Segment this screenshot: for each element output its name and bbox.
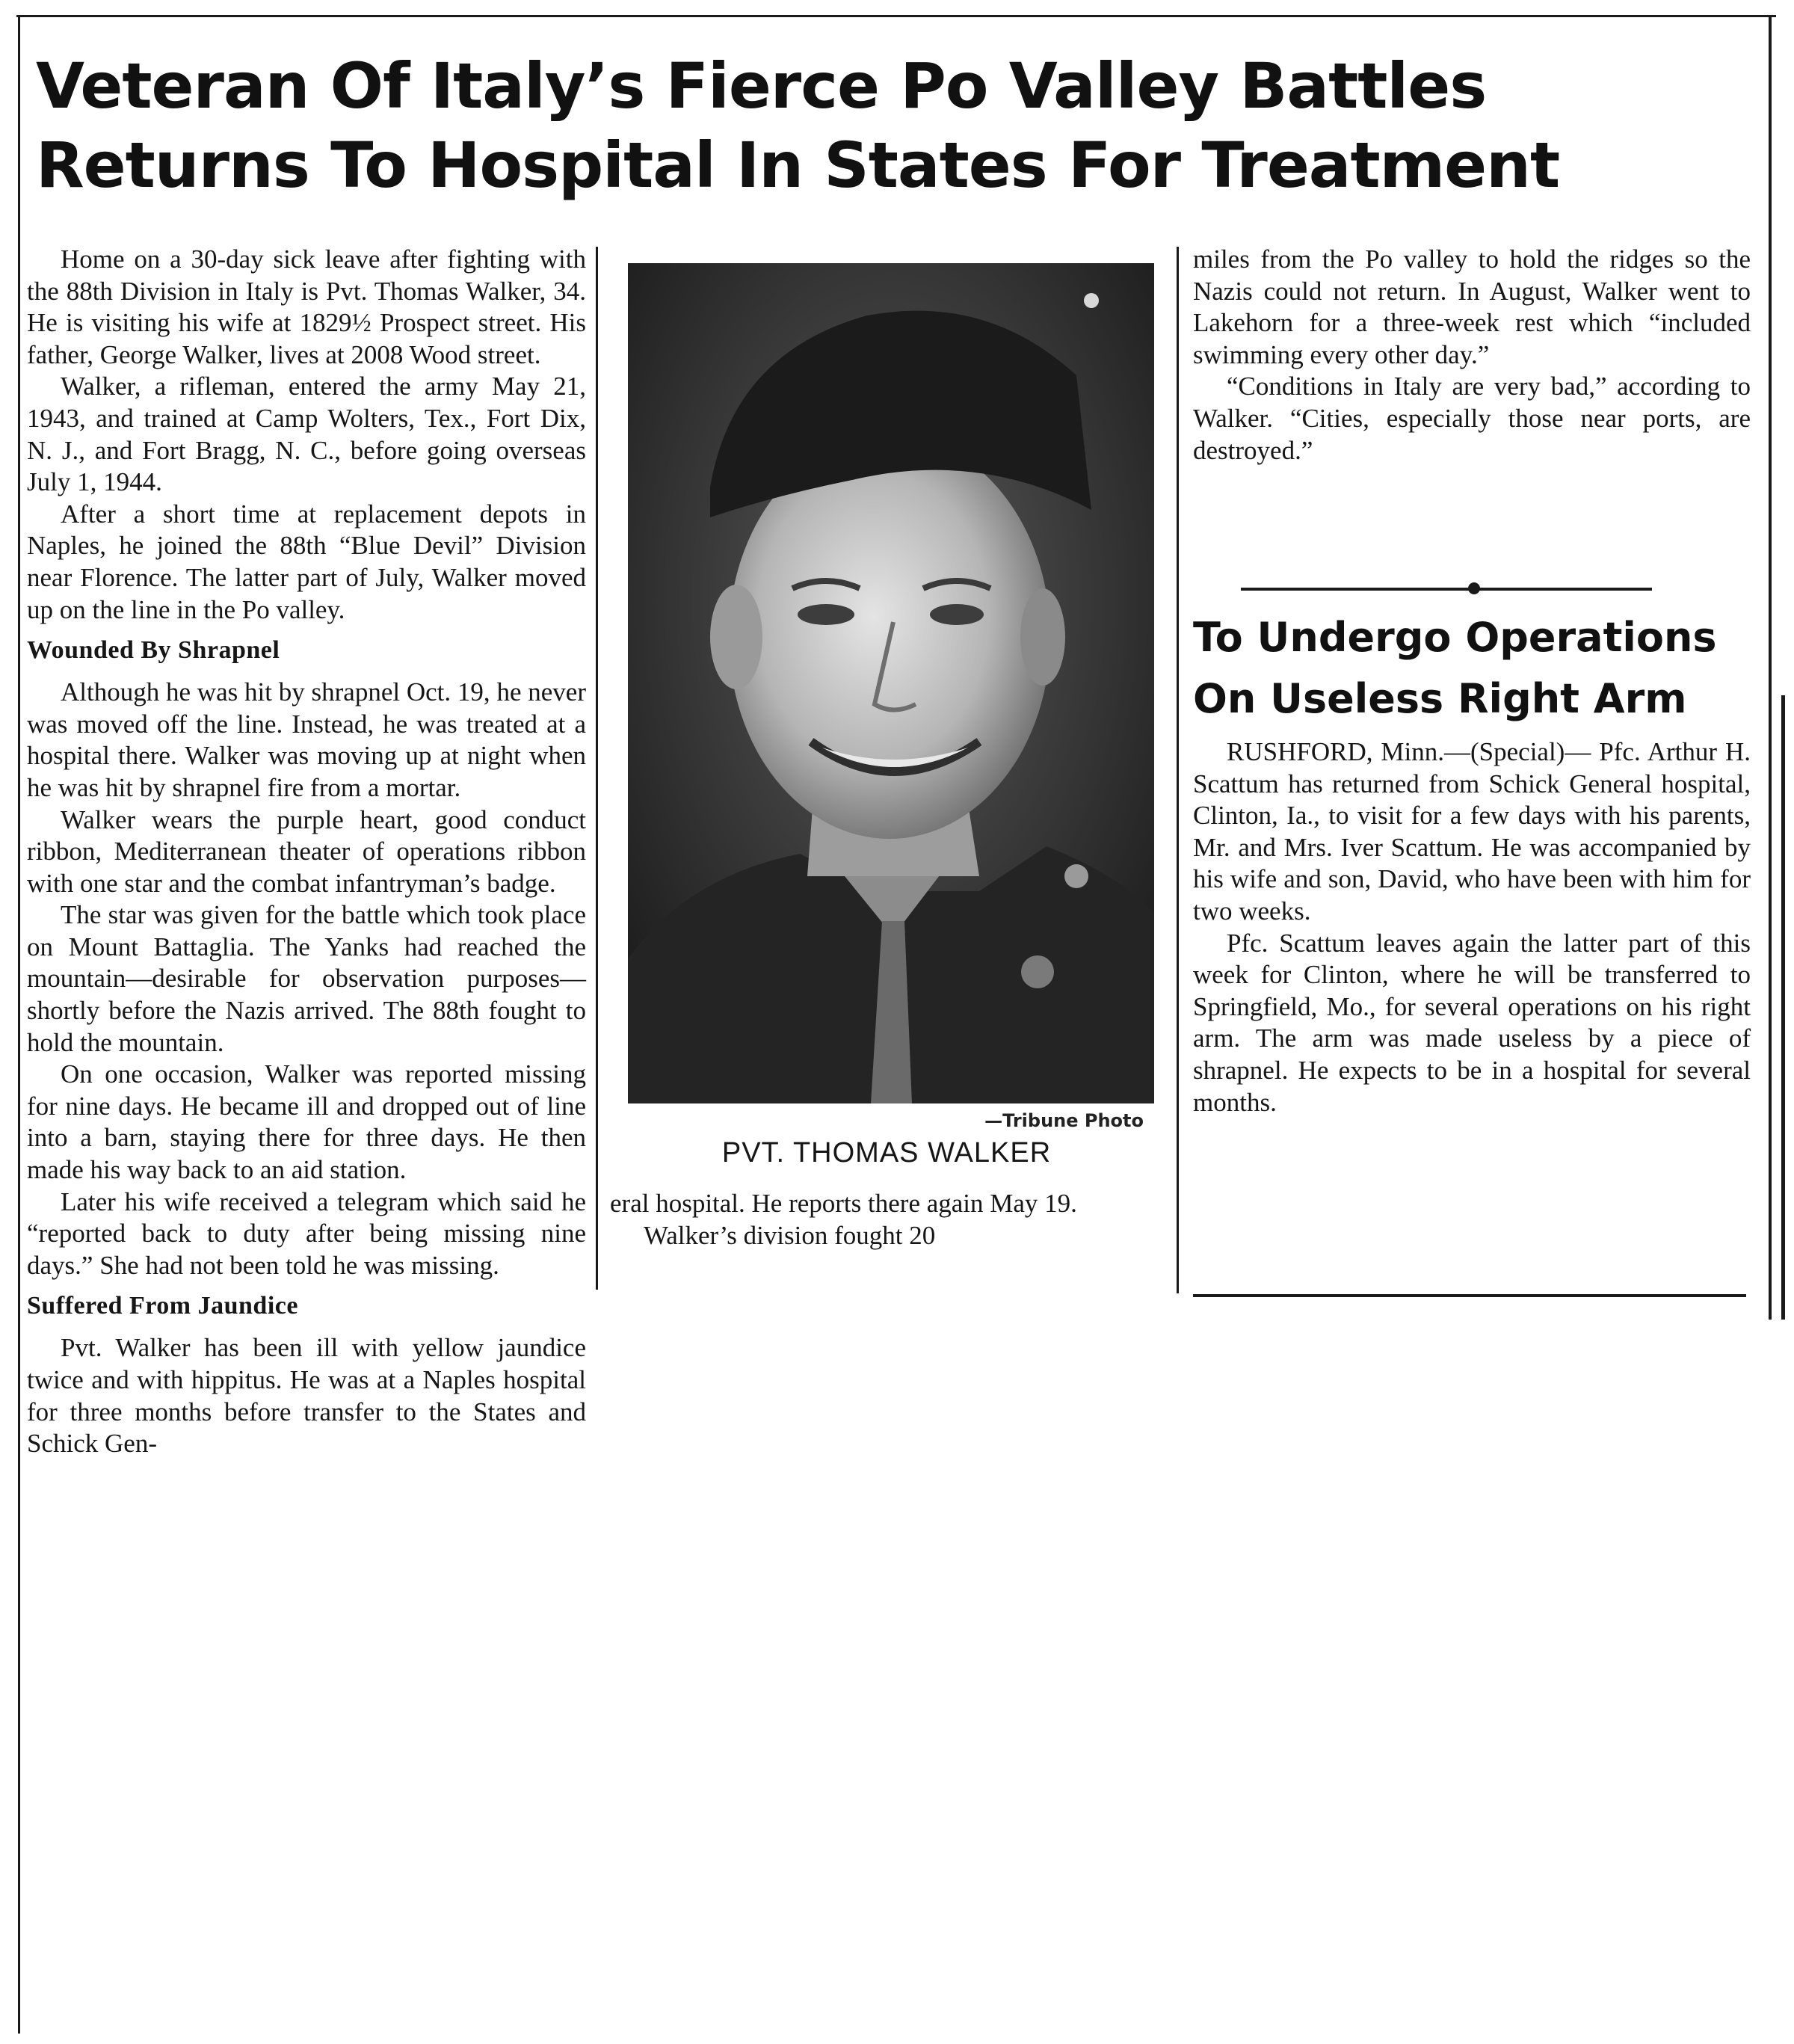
bottom-rule [1193, 1294, 1746, 1297]
article-column-3 [1193, 244, 1751, 467]
paragraph: Although he was hit by shrapnel Oct. 19, he never was moved off the line. Instead, he was treated at a hospital there. Walker was moving up at night when he was hit by shrapnel fire from a mortar. [27, 677, 586, 802]
second-headline-line-2: On Useless Right Arm [1193, 675, 1687, 722]
paragraph: After a short time at replacement depots in Naples, he joined the 88th “Blue Devil” Division near Florence. The latter part of July, Walker moved up on the line in the Po valley. [27, 499, 586, 624]
soldier-portrait-photo [628, 263, 1154, 1103]
photo-credit: —Tribune Photo [984, 1110, 1144, 1131]
second-story-body [1193, 736, 1751, 1118]
subheading-jaundice: Suffered From Jaundice [27, 1292, 298, 1320]
main-headline [36, 46, 1740, 205]
top-border [16, 15, 1776, 17]
paragraph: Home on a 30-day sick leave after fighting with the 88th Division in Italy is Pvt. Thomas Walker, 34. He is visiting his wife at 1829½ Prospect street. His father, George Walker, lives at 2008 Wood street. [27, 244, 586, 369]
second-story-headline [1193, 607, 1761, 730]
paragraph: “Conditions in Italy are very bad,” according to Walker. “Cities, especially those near ports, are destroyed.” [1193, 372, 1751, 465]
paragraph: The star was given for the battle which took place on Mount Battaglia. The Yanks had reached the mountain—desirable for observation purposes—shortly before the Nazis arrived. The 88th fought to hold the mountain. [27, 900, 586, 1057]
paragraph: Walker, a rifleman, entered the army May 21, 1943, and trained at Camp Wolters, Tex., Fort Dix, N. J., and Fort Bragg, N. C., before going overseas July 1, 1944. [27, 372, 586, 497]
article-column-1 [27, 244, 586, 1460]
paragraph: Later his wife received a telegram which said he “reported back to duty after being missing nine days.” She had not been told he was missing. [27, 1186, 586, 1280]
second-headline-line-1: To Undergo Operations [1193, 614, 1717, 661]
paragraph: Walker wears the purple heart, good conduct ribbon, Mediterranean theater of operations ribbon with one star and the combat infantryman’s badge. [27, 804, 586, 898]
right-border-shadow [1781, 695, 1785, 1320]
article-column-2 [610, 1188, 1163, 1252]
column-rule-1 [596, 247, 598, 1290]
story-divider-dot [1468, 582, 1480, 594]
paragraph: Walker’s division fought 20 [644, 1220, 936, 1250]
column-rule-2 [1177, 247, 1179, 1293]
story-divider [1241, 588, 1652, 591]
paragraph: Pfc. Scattum leaves again the latter part of this week for Clinton, where he will be transferred to Springfield, Mo., for several operations on his right arm. The arm was made useless by a piece of shrapnel. He expects to be in a hospital for several months. [1193, 928, 1751, 1117]
subheading-wounded: Wounded By Shrapnel [27, 636, 280, 665]
paragraph: eral hospital. He reports there again May 19. [610, 1189, 1077, 1218]
paragraph: miles from the Po valley to hold the ridges so the Nazis could not return. In August, Walker went to Lakehorn for a three-week rest which “included swimming every other day.” [1193, 244, 1751, 369]
headline-line-2: Returns To Hospital In States For Treatment [36, 129, 1560, 202]
paragraph: RUSHFORD, Minn.—(Special)— Pfc. Arthur H. Scattum has returned from Schick General hospital, Clinton, Ia., to visit for a few days with his parents, Mr. and Mrs. Iver Scattum. He was accompanied by his wife and son, David, who have been with him for two weeks. [1193, 737, 1751, 926]
paragraph: Pvt. Walker has been ill with yellow jaundice twice and with hippitus. He was at a Naples hospital for three months before transfer to the States and Schick Gen- [27, 1333, 586, 1459]
right-border [1769, 15, 1772, 1320]
photo-caption: PVT. THOMAS WALKER [721, 1137, 1052, 1169]
left-border [18, 15, 20, 2034]
headline-line-1: Veteran Of Italy’s Fierce Po Valley Battles [36, 49, 1487, 123]
paragraph: On one occasion, Walker was reported missing for nine days. He became ill and dropped out of line into a barn, staying there for three days. He then made his way back to an aid station. [27, 1059, 586, 1185]
